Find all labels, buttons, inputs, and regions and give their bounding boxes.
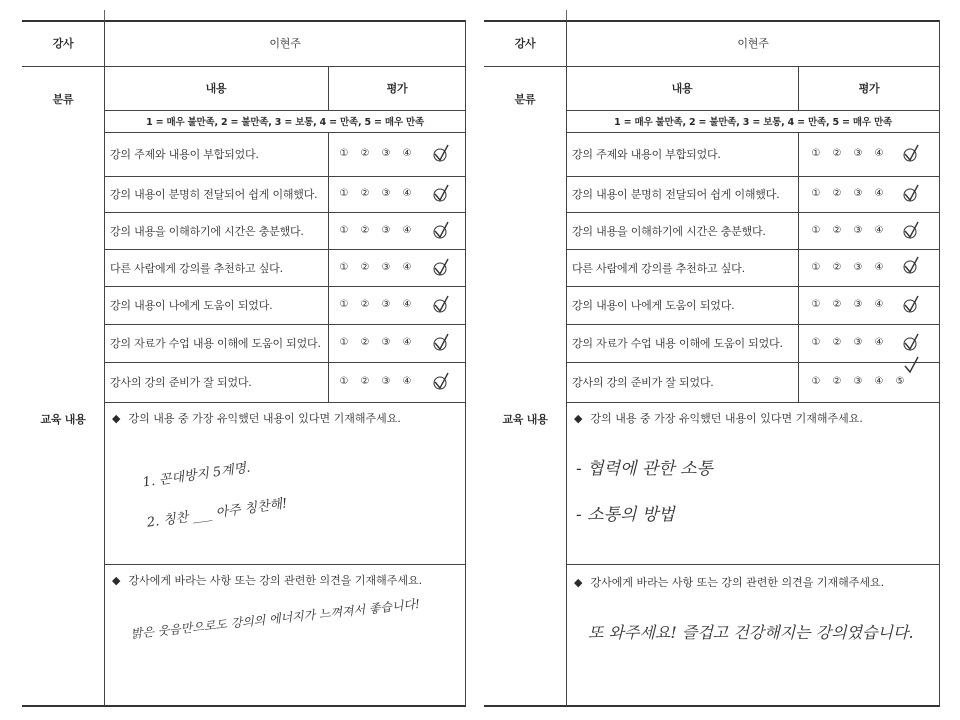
- checkmark-icon: [432, 143, 450, 163]
- category-label: 분류: [52, 93, 74, 106]
- question-most-useful: ◆ 강의 내용 중 가장 유익했던 내용이 있다면 기재해주세요.: [112, 411, 401, 425]
- handwritten-answer-line: - 협력에 관한 소통: [576, 459, 713, 479]
- checkmark-icon: [902, 355, 920, 375]
- rating-scale: ① ② ③ ④: [339, 225, 412, 236]
- rating-scale: ① ② ③ ④: [811, 262, 884, 273]
- checkmark-icon: [902, 255, 920, 275]
- rating-header: 평가: [858, 82, 880, 95]
- scale-legend: 1 = 매우 불만족, 2 = 불만족, 3 = 보통, 4 = 만족, 5 = 매우 만족: [146, 117, 424, 128]
- item-text: 강의 내용이 나에게 도움이 되었다.: [110, 299, 273, 312]
- item-text: 다른 사람에게 강의를 추천하고 싶다.: [572, 261, 745, 275]
- item-text: 강의 주제와 내용이 부합되었다.: [572, 148, 721, 161]
- handwritten-answer-line: 1. 꼰대방지 5계명.: [141, 460, 252, 491]
- checkmark-icon: [902, 332, 920, 352]
- diamond-bullet-icon: ◆: [112, 411, 121, 425]
- checkmark-icon: [432, 257, 450, 277]
- category-label: 분류: [514, 93, 536, 106]
- item-text: 강의 내용이 분명히 전달되어 쉽게 이해했다.: [572, 188, 780, 201]
- scale-legend: 1 = 매우 불만족, 2 = 불만족, 3 = 보통, 4 = 만족, 5 = 매우 만족: [614, 117, 892, 128]
- checkmark-icon: [432, 294, 450, 314]
- item-text: 강의 내용을 이해하기에 시간은 충분했다.: [110, 224, 304, 238]
- handwritten-answer-line: 밝은 웃음만으로도 강의의 에너지가 느껴져서 좋습니다!: [130, 596, 421, 642]
- question-feedback: ◆ 강사에게 바라는 사항 또는 강의 관련한 의견을 기재해주세요.: [112, 573, 423, 587]
- handwritten-answer-line: 2. 칭찬 ___ 아주 칭찬해!: [145, 496, 289, 531]
- instructor-name: 이현주: [737, 37, 769, 50]
- checkmark-icon: [902, 294, 920, 314]
- diamond-bullet-icon: ◆: [574, 575, 583, 589]
- rating-scale: ① ② ③ ④: [339, 188, 412, 199]
- question-feedback: ◆ 강사에게 바라는 사항 또는 강의 관련한 의견을 기재해주세요.: [574, 575, 885, 589]
- rating-scale: ① ② ③ ④: [811, 188, 884, 199]
- instructor-label: 강사: [514, 37, 536, 50]
- section-label: 교육 내용: [502, 413, 548, 426]
- checkmark-icon: [432, 371, 450, 391]
- rating-scale: ① ② ③ ④: [339, 299, 412, 310]
- rating-scale: ① ② ③ ④: [339, 337, 412, 348]
- rating-scale: ① ② ③ ④: [339, 376, 412, 387]
- item-text: 강의 내용이 나에게 도움이 되었다.: [572, 299, 735, 312]
- section-label: 교육 내용: [40, 413, 86, 426]
- rating-scale: ① ② ③ ④: [811, 225, 884, 236]
- diamond-bullet-icon: ◆: [112, 573, 121, 587]
- handwritten-answer-line: - 소통의 방법: [576, 505, 675, 525]
- content-header: 내용: [671, 82, 693, 95]
- rating-scale: ① ② ③ ④: [339, 262, 412, 273]
- checkmark-icon: [432, 220, 450, 240]
- instructor-name: 이현주: [269, 37, 301, 50]
- diamond-bullet-icon: ◆: [574, 411, 583, 425]
- question-most-useful: ◆ 강의 내용 중 가장 유익했던 내용이 있다면 기재해주세요.: [574, 411, 863, 425]
- survey-form-left: [22, 0, 466, 720]
- item-text: 강의 자료가 수업 내용 이해에 도움이 되었다.: [572, 337, 783, 350]
- item-text: 강의 내용을 이해하기에 시간은 충분했다.: [572, 224, 766, 238]
- rating-header: 평가: [386, 82, 408, 95]
- content-header: 내용: [205, 82, 227, 95]
- checkmark-icon: [902, 220, 920, 240]
- rating-scale: ① ② ③ ④ ⑤: [811, 376, 905, 387]
- rating-scale: ① ② ③ ④: [339, 148, 412, 159]
- item-text: 강사의 강의 준비가 잘 되었다.: [110, 376, 252, 389]
- survey-form-right: [484, 0, 928, 720]
- instructor-label: 강사: [52, 37, 74, 50]
- item-text: 다른 사람에게 강의를 추천하고 싶다.: [110, 261, 283, 275]
- handwritten-answer-line: 또 와주세요! 즐겁고 건강해지는 강의였습니다.: [588, 623, 914, 642]
- rating-scale: ① ② ③ ④: [811, 299, 884, 310]
- rating-scale: ① ② ③ ④: [811, 337, 884, 348]
- item-text: 강의 내용이 분명히 전달되어 쉽게 이해했다.: [110, 188, 318, 201]
- item-text: 강사의 강의 준비가 잘 되었다.: [572, 376, 714, 389]
- checkmark-icon: [432, 183, 450, 203]
- rating-scale: ① ② ③ ④: [811, 148, 884, 159]
- item-text: 강의 주제와 내용이 부합되었다.: [110, 148, 259, 161]
- item-text: 강의 자료가 수업 내용 이해에 도움이 되었다.: [110, 337, 321, 350]
- checkmark-icon: [902, 143, 920, 163]
- checkmark-icon: [902, 183, 920, 203]
- checkmark-icon: [432, 332, 450, 352]
